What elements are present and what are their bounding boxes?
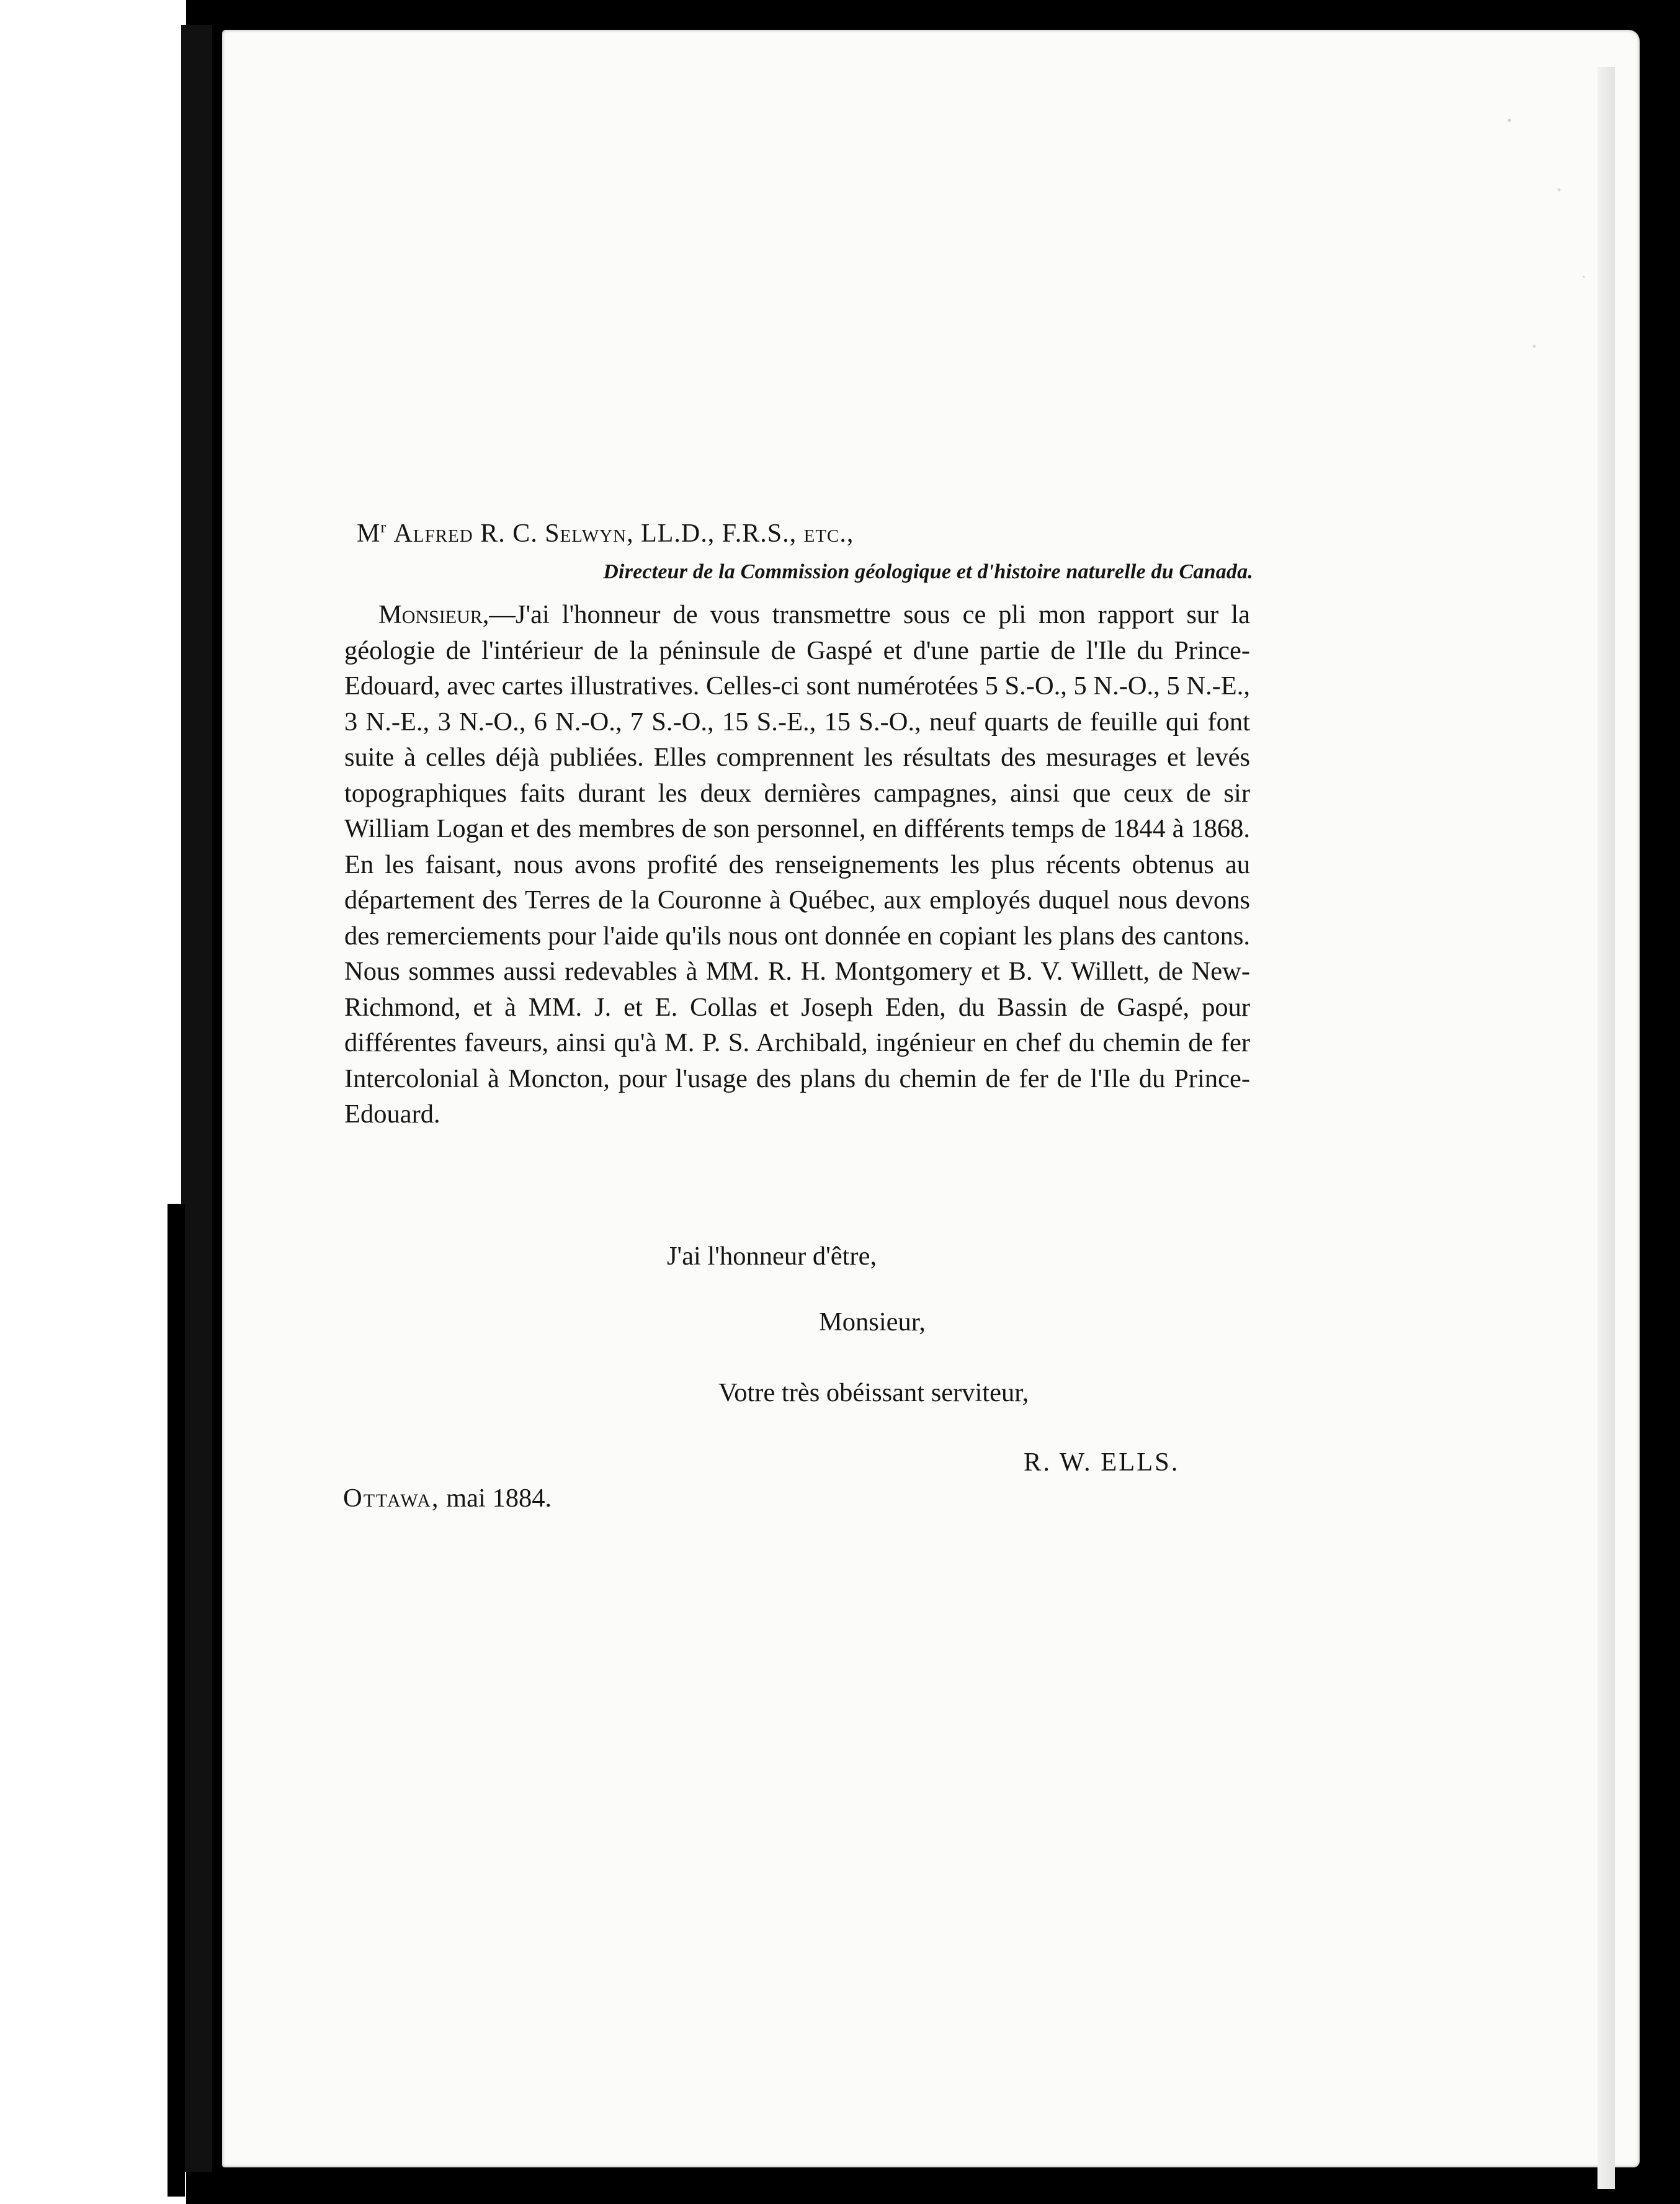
recipient-title: Directeur de la Commission géologique et d'histoire naturelle du Canada. xyxy=(603,560,1253,583)
letter-body xyxy=(344,597,1250,1132)
recipient-name: Alfred R. C. Selwyn, LL.D., F.R.S., etc., xyxy=(393,519,854,548)
body-text: —J'ai l'honneur de vous transmettre sous ce pli mon rapport sur la géologie de l'intérieur de la péninsule de Gaspé et d'une partie de l'Ile du Prince-Edouard, avec cartes illustratives. Celles-ci sont numérotées 5 S.-O., 5 N.-O., 5 N.-E., 3 N.-E., 3 N.-O., 6 N.-O., 7 S.-O., 15 S.-E., 15 S.-O., neuf quarts de feuille qui font suite à celles déjà publiées. Elles comprennent les résultats des mesurages et levés topographiques faits durant les deux dernières campagnes, ainsi que ceux de sir William Logan et des membres de son personnel, en différents temps de 1844 à 1868. En les faisant, nous avons profité des renseignements les plus récents obtenus au département des Terres de la Couronne à Québec, aux employés duquel nous devons des remerciements pour l'aide qu'ils nous ont donnée en copiant les plans des cantons. Nous sommes aussi redevables à MM. R. H. Montgomery et B. V. Willett, de New-Richmond, et à MM. J. et E. Collas et Joseph Eden, du Bassin de Gaspé, pour différentes faveurs, ainsi qu'à M. P. S. Archibald, ingénieur en chef du chemin de fer Intercolonial à Moncton, pour l'usage des plans du chemin de fer de l'Ile du Prince-Edouard. xyxy=(344,600,1250,1129)
recipient-line xyxy=(357,518,854,549)
closing-line-2: Monsieur, xyxy=(819,1307,926,1337)
closing-line-3: Votre très obéissant serviteur, xyxy=(718,1378,1029,1407)
paper-foxing xyxy=(1485,86,1609,433)
book-binding xyxy=(181,25,212,2172)
recipient-prefix: $M^r$ xyxy=(357,518,387,548)
binding-shadow xyxy=(168,1204,185,2197)
date: mai 1884. xyxy=(446,1484,552,1513)
salutation: Monsieur, xyxy=(378,600,489,629)
closing-line-1: J'ai l'honneur d'être, xyxy=(667,1242,877,1271)
place-date xyxy=(343,1483,552,1513)
signature: R. W. ELLS. xyxy=(1024,1448,1180,1477)
facing-page-margin xyxy=(0,0,186,2204)
place: Ottawa, xyxy=(343,1484,440,1513)
